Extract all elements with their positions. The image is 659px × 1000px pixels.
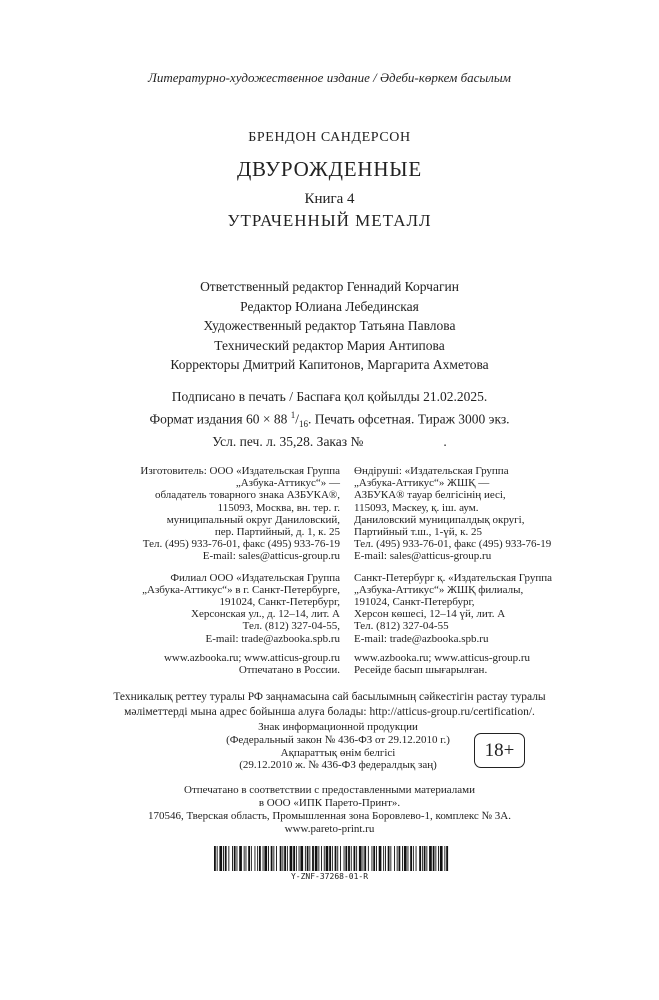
text-line: Отпечатано в России. [238, 664, 340, 677]
barcode-bar [239, 846, 242, 871]
barcode-bar [268, 846, 269, 871]
sheets-text: Усл. печ. л. 35,28. Заказ № [212, 434, 364, 450]
barcode-bar [237, 846, 238, 871]
barcode-bar [368, 846, 369, 871]
barcode-bar [273, 846, 274, 871]
barcode-bar [299, 846, 300, 871]
text-line: Өндіруші: «Издательская Группа [354, 465, 509, 477]
barcode-bar [359, 846, 362, 871]
print-details [0, 388, 659, 451]
barcode-bar [284, 846, 286, 871]
staff-credits [0, 277, 659, 375]
barcode-bar [296, 846, 297, 871]
text-line: Изготовитель: ООО «Издательская Группа [140, 465, 340, 477]
text-line: „Азбука-Аттикус“» ЖШҚ — [354, 477, 490, 490]
text-line: Херсон көшесі, 12–14 үй, лит. А [354, 608, 506, 621]
barcode-bar [232, 846, 233, 871]
barcode-bar [276, 846, 277, 871]
format-suffix: . Печать офсетная. Тираж 3000 экз. [307, 411, 510, 427]
barcode-bar [255, 846, 256, 871]
barcode-bar [309, 846, 310, 871]
barcode-bar [246, 846, 247, 871]
text-line: E-mail: trade@azbooka.spb.ru [354, 632, 489, 645]
barcode-bar [376, 846, 377, 871]
book-title: УТРАЧЕННЫЙ МЕТАЛЛ [227, 211, 432, 230]
barcode-bar [244, 846, 245, 871]
barcode-bar [264, 846, 267, 871]
barcode-bar [315, 846, 318, 871]
printer-info [0, 784, 659, 836]
text-line: Херсонская ул., д. 12–14, лит. А [191, 608, 340, 621]
barcode-bar [440, 846, 443, 871]
text-line: Санкт-Петербург қ. «Издательская Группа [354, 571, 552, 584]
text-line: Знак информационной продукции [258, 721, 418, 733]
text-line: (29.12.2010 ж. № 436-ФЗ федералдық заң) [239, 759, 437, 772]
book-author: БРЕНДОН САНДЕРСОН [248, 130, 411, 145]
barcode-bar [219, 846, 222, 871]
text-line: (Федеральный закон № 436-ФЗ от 29.12.2010 г.) [226, 733, 450, 746]
text-line: муниципальный округ Даниловский, [166, 513, 340, 526]
barcode-bar [282, 846, 283, 871]
format-denominator: 16 [298, 419, 308, 430]
series-title: ДВУРОЖДЕННЫЕ [236, 157, 423, 181]
text-line: Отпечатано в соответствии с предоставленными материалами [184, 784, 475, 796]
barcode-bar [404, 846, 407, 871]
text-line: АЗБУКА® тауар белгісінің иесі, [354, 489, 506, 502]
barcode-bar [257, 846, 258, 871]
text-line: „Азбука-Аттикус“» ЖШҚ филиалы, [354, 583, 524, 596]
barcode-bar [364, 846, 366, 871]
text-line: „Азбука-Аттикус“» в г. Санкт-Петербурге, [142, 583, 340, 596]
barcode-bar [422, 846, 423, 871]
barcode-bar [385, 846, 386, 871]
text-line: www.pareto-print.ru [284, 823, 375, 835]
text-line: www.azbooka.ru; www.atticus-group.ru [354, 651, 531, 664]
manufacturer-column-ru [125, 465, 340, 676]
barcode-bar [287, 846, 288, 871]
web-block [354, 652, 584, 676]
manufacturer-block [354, 465, 584, 563]
barcode-bar [399, 846, 401, 871]
text-line: в ООО «ИПК Парето-Принт». [258, 797, 401, 809]
text-line: 115093, Москва, вн. тер. г. [217, 501, 340, 514]
text-line: 191024, Санкт-Петербург, [354, 596, 475, 609]
barcode-bar [433, 846, 435, 871]
text-line: Тел. (495) 933-76-01, факс (495) 933-76-19 [142, 538, 340, 551]
barcode-bar [390, 846, 391, 871]
barcode-bar [234, 846, 236, 871]
print-sheets [0, 433, 659, 451]
barcode-bar [354, 846, 356, 871]
manufacturer-block [125, 465, 340, 563]
print-date: Подписано в печать / Баспаға қол қойылды 21.02.2025. [171, 389, 488, 404]
barcode-bar [363, 846, 364, 871]
barcode-bar [263, 846, 264, 871]
barcode-bar [424, 846, 426, 871]
text-line: Тел. (812) 327-04-55, [242, 620, 340, 633]
barcode-bar [426, 846, 427, 871]
barcode-bar [321, 846, 322, 871]
barcode-bar [217, 846, 218, 871]
barcode-bar [408, 846, 409, 871]
barcode-bar [271, 846, 273, 871]
barcode-bar [214, 846, 216, 871]
barcode-bar [248, 846, 250, 871]
staff-line: Редактор Юлиана Лебединская [240, 298, 419, 314]
barcode-bar [394, 846, 395, 871]
barcode-bar [373, 846, 375, 871]
text-line: 115093, Мәскеу, қ. іш. аум. [354, 501, 479, 514]
barcode-bar [383, 846, 384, 871]
barcode-bar [332, 846, 333, 871]
barcode-bar [438, 846, 439, 871]
barcode-bar [324, 846, 325, 871]
barcode-bar [318, 846, 319, 871]
barcode-bar [379, 846, 382, 871]
text-line: пер. Партийный, д. 1, к. 25 [214, 526, 340, 539]
barcode-bar [223, 846, 224, 871]
text-line: E-mail: sales@atticus-group.ru [354, 550, 492, 563]
barcode-bar [329, 846, 331, 871]
barcode-bar [351, 846, 352, 871]
text-line: E-mail: sales@atticus-group.ru [202, 550, 340, 563]
info-product-sign [205, 721, 471, 772]
format-numerator: 1 [290, 410, 296, 420]
barcode-bar [429, 846, 432, 871]
tech-regulation-note [0, 690, 659, 720]
barcode-bar [300, 846, 303, 871]
barcode-bar [413, 846, 414, 871]
text-line: Ақпараттық өнім белгісі [280, 746, 396, 759]
age-rating-badge: 18+ [474, 733, 525, 768]
branch-block [354, 572, 584, 645]
barcode-bar [419, 846, 421, 871]
branch-block [125, 572, 340, 645]
text-line: „Азбука-Аттикус“» — [235, 477, 340, 490]
barcode-bar [402, 846, 403, 871]
barcode-bar [388, 846, 390, 871]
text-line: Партийный т.ш., 1-үй, к. 25 [354, 526, 483, 539]
text-line: Филиал ООО «Издательская Группа [170, 571, 340, 584]
barcode-bar [290, 846, 293, 871]
edition-type: Литературно-художественное издание / Әдеби-көркем басылым [148, 70, 511, 85]
barcode-bar [410, 846, 412, 871]
text-line: Даниловский муниципалдық округі, [354, 513, 525, 526]
sheets-end: . [443, 434, 447, 450]
barcode-bar [435, 846, 436, 871]
barcode-bar [356, 846, 357, 871]
text-line: Ресейде басып шығарылған. [354, 664, 488, 677]
barcode-bar [280, 846, 282, 871]
barcode-bar [340, 846, 341, 871]
barcode-bar [446, 846, 448, 871]
staff-line: Художественный редактор Татьяна Павлова [203, 318, 456, 333]
barcode-label: Y-ZNF-37268-01-R [290, 872, 369, 881]
barcode-bar [345, 846, 347, 871]
staff-line: Корректоры Дмитрий Капитонов, Маргарита Ахметова [170, 357, 489, 372]
book-number: Книга 4 [304, 191, 355, 207]
text-line: мәліметтерді мына адрес бойынша алуға болады: http://atticus-group.ru/certification/. [124, 706, 535, 718]
text-line: 170546, Тверская область, Промышленная зона Боровлево-1, комплекс № 3А. [148, 810, 511, 822]
barcode-bar [444, 846, 445, 871]
staff-line: Технический редактор Мария Антипова [214, 337, 445, 353]
text-line: E-mail: trade@azbooka.spb.ru [205, 632, 340, 645]
text-line: Тел. (495) 933-76-01, факс (495) 933-76-19 [354, 538, 552, 551]
staff-line: Ответственный редактор Геннадий Корчагин [200, 279, 459, 294]
text-line: обладатель товарного знака АЗБУКА®, [154, 489, 340, 502]
text-line: 191024, Санкт-Петербург, [219, 596, 340, 609]
barcode-bar [372, 846, 373, 871]
barcode-bar [305, 846, 306, 871]
barcode-bar [326, 846, 329, 871]
barcode-bar [307, 846, 309, 871]
barcode-bar [251, 846, 252, 871]
text-line: Тел. (812) 327-04-55 [354, 620, 449, 633]
barcode-bar [228, 846, 229, 871]
web-block [125, 652, 340, 676]
text-line: www.azbooka.ru; www.atticus-group.ru [163, 651, 340, 664]
barcode-bar [225, 846, 227, 871]
barcode [214, 846, 449, 871]
format-prefix: Формат издания 60 × 88 [149, 411, 291, 427]
manufacturer-column-kz [354, 465, 584, 676]
barcode-bar [397, 846, 398, 871]
text-line: Техникалық реттеу туралы РФ заңнамасына сай басылымның сәйкестігін растау туралы [113, 691, 546, 703]
barcode-bar [344, 846, 345, 871]
barcode-bar [335, 846, 337, 871]
barcode-bar [337, 846, 338, 871]
print-format: Формат издания 60 × 88 $^1/_{16}$. Печать офсетная. Тираж 3000 экз. [149, 410, 510, 430]
barcode-bar [416, 846, 417, 871]
barcode-bar [259, 846, 261, 871]
barcode-bar [312, 846, 314, 871]
barcode-bar [293, 846, 295, 871]
barcode-bar [348, 846, 350, 871]
